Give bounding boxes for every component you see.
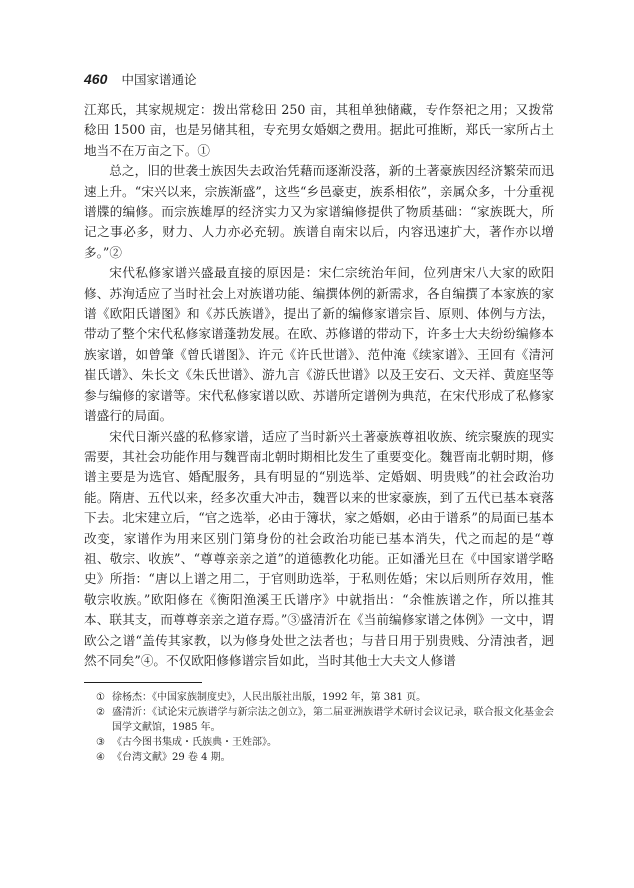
footnote-mark: ③ — [96, 737, 105, 748]
main-text — [84, 100, 554, 671]
footnote-mark: ② — [96, 707, 105, 718]
footnote — [84, 750, 554, 765]
footnote-text: 《台湾文献》29 卷 4 期。 — [112, 752, 231, 763]
footnote — [84, 690, 554, 705]
running-title: 中国家谱通论 — [121, 72, 197, 87]
page-header — [84, 70, 196, 88]
footnote — [84, 705, 554, 735]
footnote-mark: ④ — [96, 752, 105, 763]
footnote-divider — [84, 682, 202, 683]
footnote-text: 盛清沂：《试论宋元族谱学与新宗法之创立》，第二届亚洲族谱学术研讨会议记录，联合报文化基金会国学文献馆，1985 年。 — [112, 707, 554, 733]
footnotes — [84, 690, 554, 765]
paragraph: 宋代日渐兴盛的私修家谱，适应了当时新兴土著豪族尊祖收族、统宗聚族的现实需要，其社会功能作用与魏晋南北朝时期相比发生了重要变化。魏晋南北朝时期，修谱主要是为选官、婚配服务，具有明显的“别选举、定婚姻、明贵贱”的社会政治功能。隋唐、五代以来，经多次重大冲击，魏晋以来的世家豪族，到了五代已基本衰落下去。北宋建立后，“官之选举，必由于簿状，家之婚姻，必由于谱系”的局面已基本改变，家谱作为用来区别门第身份的社会政治功能已基本消失，代之而起的是“尊祖、敬宗、收族”、“尊尊亲亲之道”的道德教化功能。正如潘光旦在《中国家谱学略史》所指：“唐以上谱之用二，于官则助选举，于私则佐婚；宋以后则所存效用，惟敬宗收族。”欧阳修在《衡阳渔溪王氏谱序》中就指出：“余惟族谱之作，所以推其本、联其支，而尊尊亲亲之道存焉。”③盛清沂在《当前编修家谱之体例》一文中，谓欧公之谱“盖传其家教，以为修身处世之法者也；与昔日用于别贵贱、分清浊者，迥然不同矣”④。不仅欧阳修修谱宗旨如此，当时其他士大夫文人修谱 — [84, 428, 554, 668]
paragraph: 江郑氏，其家规规定：拨出常稔田 250 亩，其租单独储藏，专作祭祀之用；又拨常稔田 1500 亩，也是另储其租，专充男女婚姻之费用。据此可推断，郑氏一家所占土地当不在万亩之下。① — [84, 102, 554, 158]
footnote-text: 徐杨杰：《中国家族制度史》，人民出版社出版，1992 年，第 381 页。 — [112, 692, 427, 703]
footnote-mark: ① — [96, 692, 105, 703]
paragraph: 宋代私修家谱兴盛最直接的原因是：宋仁宗统治年间，位列唐宋八大家的欧阳修、苏洵适应了当时社会上对族谱功能、编撰体例的新需求，各自编撰了本家族的家谱《欧阳氏谱图》和《苏氏族谱》，提出了新的编修家谱宗旨、原则、体例与方法，带动了整个宋代私修家谱蓬勃发展。在欧、苏修谱的带动下，许多士大夫纷纷编修本族家谱，如曾肇《曾氏谱图》、许元《许氏世谱》、范仲淹《续家谱》、王回有《清河崔氏谱》、朱长文《朱氏世谱》、游九言《游氏世谱》以及王安石、文天祥、黄庭坚等参与编修的家谱等。宋代私修家谱以欧、苏谱所定谱例为典范，在宋代形成了私修家谱盛行的局面。 — [84, 265, 554, 424]
footnote-text: 《古今图书集成・氏族典・王姓部》。 — [112, 737, 277, 748]
paragraph: 总之，旧的世袭士族因失去政治凭藉而逐渐没落，新的土著豪族因经济繁荣而迅速上升。“宋兴以来，宗族渐盛”，这些“乡邑豪吏，族系相依”，亲属众多，十分重视谱牒的编修。而宗族雄厚的经济实力又为家谱编修提供了物质基础：“家族既大，所记之事必多，财力、人力亦必充轫。族谱自南宋以后，内容迅速扩大，著作亦以增多。”② — [84, 163, 554, 260]
page-number: 460 — [84, 71, 108, 87]
footnote — [84, 735, 554, 750]
